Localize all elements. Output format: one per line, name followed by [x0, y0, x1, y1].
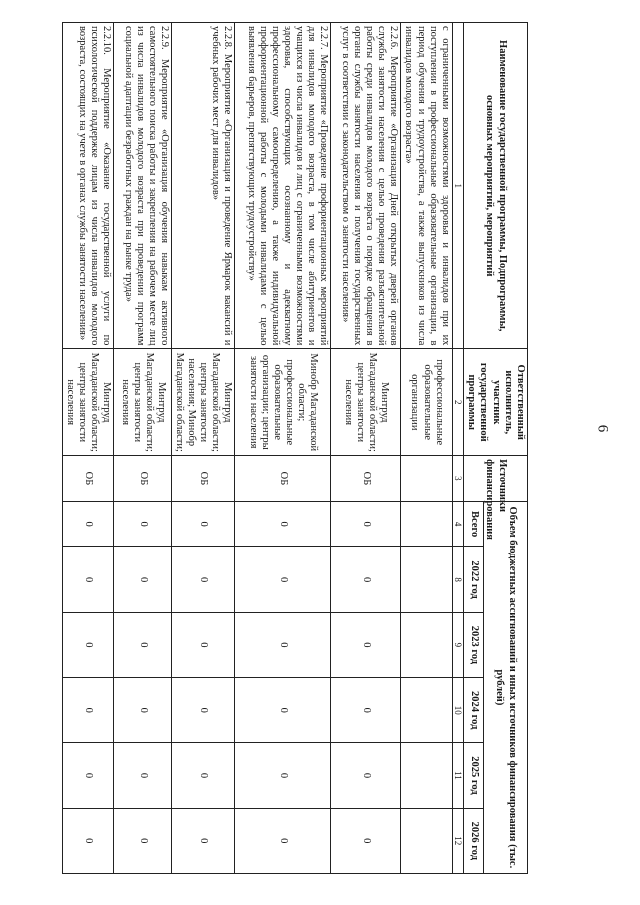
page-number: 6	[594, 424, 611, 433]
header-year-2025: 2025 год	[464, 743, 484, 808]
value-2023	[401, 612, 452, 677]
header-sources: Источники финансирования	[464, 456, 528, 502]
responsible-executor: профессиональные образовательные организации	[401, 349, 452, 456]
funding-source: ОБ	[235, 456, 331, 502]
column-number: 8	[452, 547, 463, 612]
value-2022: 0	[114, 547, 172, 612]
value-2023: 0	[172, 612, 235, 677]
value-2023: 0	[235, 612, 331, 677]
table-row	[331, 23, 401, 874]
value-2024: 0	[235, 678, 331, 743]
value-2026: 0	[62, 808, 113, 873]
header-volume: Объем бюджетных ассигнований и иных источников финансирования (тыс. рублей)	[484, 501, 528, 873]
event-name: 2.2.9. Мероприятие «Организация обучения навыкам активного самостоятельного поиска работы и закрепления на рабочем месте лиц из числа инвалидов молодого возраста при проведении программ социальной адаптации безработных граждан на рынке труда»	[114, 23, 172, 349]
column-number: 1	[452, 23, 463, 349]
table-row	[114, 23, 172, 874]
value-total: 0	[172, 501, 235, 547]
responsible-executor: Минобр Магаданской области; профессиональные образовательные организации; центры занятости населения	[235, 349, 331, 456]
value-2026: 0	[114, 808, 172, 873]
value-2025: 0	[114, 743, 172, 808]
value-2026: 0	[235, 808, 331, 873]
column-number: 4	[452, 501, 463, 547]
responsible-executor: Минтруд Магаданской области; центры занятости населения; Минобр Магаданской области;	[172, 349, 235, 456]
value-2025: 0	[331, 743, 401, 808]
value-2024: 0	[62, 678, 113, 743]
column-number: 9	[452, 612, 463, 677]
table-row	[235, 23, 331, 874]
value-2023: 0	[62, 612, 113, 677]
value-total: 0	[114, 501, 172, 547]
value-2024: 0	[114, 678, 172, 743]
value-2022	[401, 547, 452, 612]
value-2024: 0	[172, 678, 235, 743]
value-total	[401, 501, 452, 547]
header-total: Всего	[464, 501, 484, 547]
column-number: 12	[452, 808, 463, 873]
funding-source: ОБ	[62, 456, 113, 502]
column-number: 2	[452, 349, 463, 456]
header-year-2023: 2023 год	[464, 612, 484, 677]
column-number: 3	[452, 456, 463, 502]
header-responsible: Ответственный исполнитель, участник государственной программы	[464, 349, 528, 456]
value-2022: 0	[62, 547, 113, 612]
responsible-executor: Минтруд Магаданской области; центры занятости населения	[331, 349, 401, 456]
value-2026: 0	[331, 808, 401, 873]
funding-source: ОБ	[114, 456, 172, 502]
event-name: 2.2.8. Мероприятие «Организация и проведение Ярмарок вакансий и учебных рабочих мест для инвалидов»	[172, 23, 235, 349]
event-name: с ограниченными возможностями здоровья и инвалидов при их поступлении в профессиональные образовательные организации, в период обучения и трудоустройства, а также выпускников из числа инвалидов молодого возраста»	[401, 23, 452, 349]
table-row	[62, 23, 113, 874]
value-2024	[401, 678, 452, 743]
funding-source: ОБ	[331, 456, 401, 502]
event-name: 2.2.6. Мероприятие «Организация Дней открытых дверей органов службы занятости населения с целью проведения разъяснительной работы среди инвалидов молодого возраста о порядке обращения в органы службы занятости населения и получения государственных услуг в соответствии с законодательством о занятости населения»	[331, 23, 401, 349]
value-2025	[401, 743, 452, 808]
value-2023: 0	[114, 612, 172, 677]
funding-source: ОБ	[172, 456, 235, 502]
header-year-2026: 2026 год	[464, 808, 484, 873]
value-total: 0	[331, 501, 401, 547]
table-row	[401, 23, 452, 874]
table-row	[172, 23, 235, 874]
value-2022: 0	[172, 547, 235, 612]
value-2025: 0	[172, 743, 235, 808]
financing-table	[62, 22, 528, 874]
header-name: Наименование государственной программы, Подпрограммы, основных мероприятий, мероприятий	[464, 23, 528, 349]
value-2022: 0	[331, 547, 401, 612]
value-2023: 0	[331, 612, 401, 677]
header-year-2022: 2022 год	[464, 547, 484, 612]
value-2026	[401, 808, 452, 873]
value-2025: 0	[235, 743, 331, 808]
responsible-executor: Минтруд Магаданской области; центры занятости населения	[62, 349, 113, 456]
value-total: 0	[235, 501, 331, 547]
responsible-executor: Минтруд Магаданской области; центры занятости населения	[114, 349, 172, 456]
event-name: 2.2.7. Мероприятие «Проведение профориентационных мероприятий для инвалидов молодого возраста, в том числе абитуриентов и учащихся из числа инвалидов и лиц с ограниченными возможностями здоровья, способствующих осознанному и адекватному профессиональному самоопределению, а также индивидуальной профориентационной работы с молодыми инвалидами с целью выявления барьеров, препятствующих трудоустройству»	[235, 23, 331, 349]
value-2026: 0	[172, 808, 235, 873]
column-number: 10	[452, 678, 463, 743]
column-number: 11	[452, 743, 463, 808]
funding-source	[401, 456, 452, 502]
value-2024: 0	[331, 678, 401, 743]
event-name: 2.2.10. Мероприятие «Оказание государственной услуги по психологической поддержке лицам из числа инвалидов молодого возраста, состоящих на учете в органах службы занятости населения»	[62, 23, 113, 349]
value-2025: 0	[62, 743, 113, 808]
header-year-2024: 2024 год	[464, 678, 484, 743]
value-2022: 0	[235, 547, 331, 612]
rotated-table-wrapper	[64, 22, 528, 874]
value-total: 0	[62, 501, 113, 547]
